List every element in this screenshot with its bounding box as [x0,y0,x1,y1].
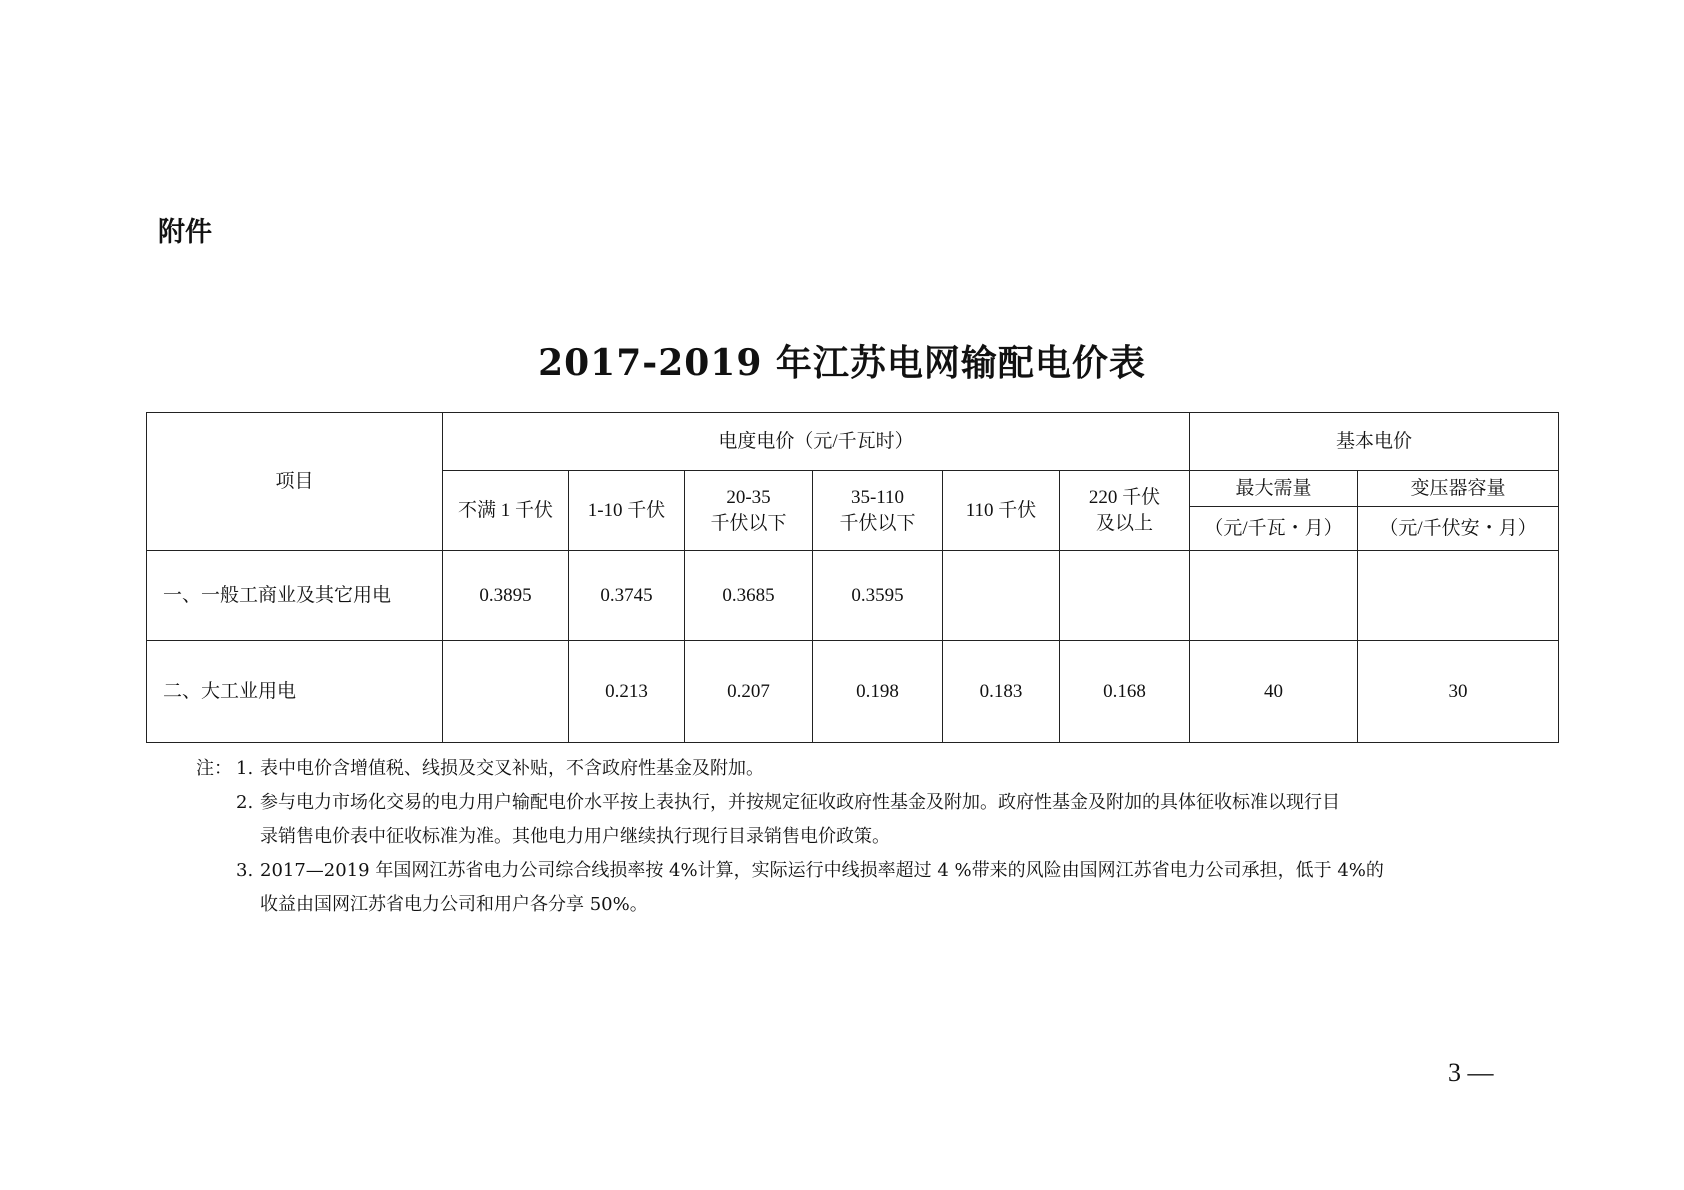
table-cell: 0.3595 [813,551,943,641]
note-text: 收益由国网江苏省电力公司和用户各分享 50%。 [260,894,648,915]
price-table [146,412,1559,743]
table-cell [1190,551,1358,641]
row-name: 二、大工业用电 [147,641,443,743]
basic-price-header: 基本电价 [1190,413,1559,471]
table-cell: 30 [1358,641,1559,743]
note-number: 2. [236,792,254,813]
row-name: 一、一般工商业及其它用电 [147,551,443,641]
table-cell: 0.213 [569,641,685,743]
note-item-continued [196,820,1536,854]
note-number: 3. [236,860,254,881]
voltage-header: 110 千伏 [943,471,1060,551]
table-cell: 0.3745 [569,551,685,641]
table-cell: 0.207 [685,641,813,743]
table-cell [1358,551,1559,641]
table-cell [943,551,1060,641]
note-text: 参与电力市场化交易的电力用户输配电价水平按上表执行，并按规定征收政府性基金及附加。政府性基金及附加的具体征收标准以现行目 [260,792,1340,813]
note-text: 录销售电价表中征收标准为准。其他电力用户继续执行现行目录销售电价政策。 [260,826,890,847]
note-number: 1. [236,758,254,779]
page-number: 3 — [1448,1058,1494,1087]
table-cell: 0.3685 [685,551,813,641]
note-text: 2017—2019 年国网江苏省电力公司综合线损率按 4%计算，实际运行中线损率超过 4 %带来的风险由国网江苏省电力公司承担，低于 4%的 [260,860,1384,881]
table-cell: 0.198 [813,641,943,743]
voltage-header: 1-10 千伏 [569,471,685,551]
table-row [147,641,1559,743]
table-row [147,551,1559,641]
note-text: 表中电价含增值税、线损及交叉补贴，不含政府性基金及附加。 [260,758,764,779]
page-title: 2017-2019 年江苏电网输配电价表 [538,342,1146,384]
voltage-header: 不满 1 千伏 [443,471,569,551]
voltage-header: 220 千伏 及以上 [1060,471,1190,551]
notes-label: 注： [196,758,232,779]
note-item [196,854,1536,888]
max-demand-unit: （元/千瓦・月） [1190,507,1358,551]
table-cell: 0.168 [1060,641,1190,743]
attachment-label: 附件 [158,217,212,248]
item-header: 项目 [147,413,443,551]
table-cell [1060,551,1190,641]
table-cell [443,641,569,743]
note-item [196,786,1536,820]
voltage-header: 35-110 千伏以下 [813,471,943,551]
table-cell: 0.183 [943,641,1060,743]
table-cell: 0.3895 [443,551,569,641]
transformer-capacity-header: 变压器容量 [1358,471,1559,507]
transformer-capacity-unit: （元/千伏安・月） [1358,507,1559,551]
note-item [196,752,1536,786]
voltage-header: 20-35 千伏以下 [685,471,813,551]
max-demand-header: 最大需量 [1190,471,1358,507]
notes [196,752,1536,922]
energy-price-header: 电度电价（元/千瓦时） [443,413,1190,471]
note-item-continued [196,888,1536,922]
table-cell: 40 [1190,641,1358,743]
